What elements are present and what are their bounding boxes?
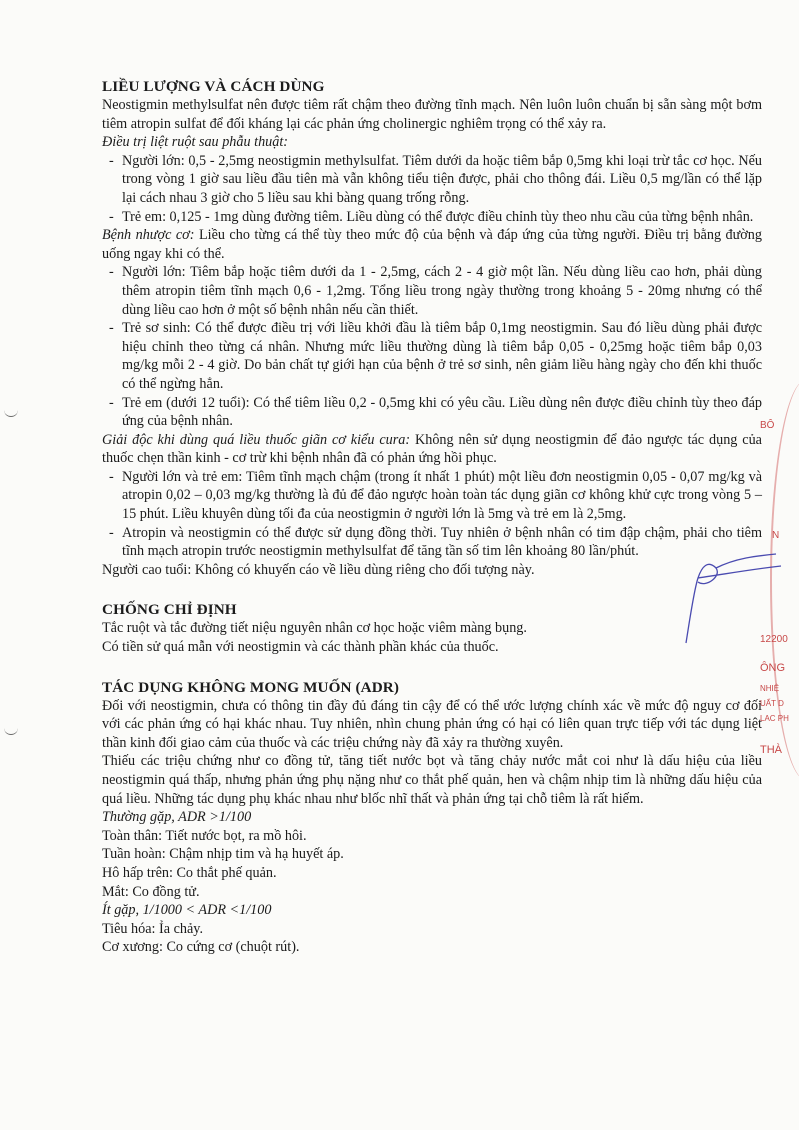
- adr-line: Mắt: Co đồng tử.: [102, 883, 200, 900]
- myasthenia-text: Liều cho từng cá thể tùy theo mức độ của bệnh và đáp ứng của từng người. Điều trị bằng đường uống ngay khi có thể.: [102, 227, 762, 262]
- stamp-text: LAC PH: [760, 714, 789, 723]
- antidote-paragraph: [102, 431, 762, 468]
- dosage-intro: Neostigmin methylsulfat nên được tiêm rất chậm theo đường tĩnh mạch. Nên luôn luôn chuẩn bị sẵn sàng một bơm tiêm atropin sulfat để đối kháng lại các phản ứng cholinergic nghiêm trọng có thể xảy ra.: [102, 97, 762, 132]
- list-item: - Atropin và neostigmin có thể được sử dụng đồng thời. Tuy nhiên ở bệnh nhân có tim đập chậm, phải cho tiêm tĩnh mạch atropin trước neostigmin methylsulfat để tăng tần số tim lên khoảng 80 lần/phút.: [102, 524, 762, 561]
- list-item: - Người lớn: 0,5 - 2,5mg neostigmin methylsulfat. Tiêm dưới da hoặc tiêm bắp 0,5mg khi loại trừ tắc cơ học. Nếu trong vòng 1 giờ sau liều đầu tiên mà vẫn không tiểu tiện được, phải cho thông đái. Liều 0,5 mg/lần có thể lặp lại cách nhau 3 giờ cho 5 liều sau khi bàng quang trống rỗng.: [102, 152, 762, 208]
- uncommon-adr-heading: Ít gặp, 1/1000 < ADR <1/100: [102, 902, 272, 919]
- list-item: - Trẻ em (dưới 12 tuổi): Có thể tiêm liều 0,2 - 0,5mg khi có yêu cầu. Liều dùng nên được điều chỉnh tùy theo đáp ứng của bệnh nhân.: [102, 394, 762, 431]
- section-title-contraindications: CHỐNG CHỈ ĐỊNH: [102, 601, 237, 619]
- contraindication-line: Có tiền sử quá mẫn với neostigmin và các thành phần khác của thuốc.: [102, 639, 499, 656]
- elderly-line: Người cao tuổi: Không có khuyến cáo về liều dùng riêng cho đối tượng này.: [102, 561, 535, 578]
- section-title-adr: TÁC DỤNG KHÔNG MONG MUỐN (ADR): [102, 678, 400, 696]
- stamp-text: NHIỆ: [760, 684, 780, 693]
- antidote-heading: Giải độc khi dùng quá liều thuốc giãn cơ kiểu cura:: [102, 431, 411, 448]
- punch-hole-mark: [4, 404, 18, 417]
- stamp-text: UẤT D: [760, 699, 784, 708]
- punch-hole-mark: [4, 722, 18, 735]
- adr-paragraph: Thiếu các triệu chứng như co đồng tử, tăng tiết nước bọt và tăng chảy nước mắt coi như là dấu hiệu của liều neostigmin quá thấp, nhưng phản ứng phụ nặng như co thắt phế quản, hen và chậm nhịp tim là những dấu hiệu của quá liều. Những tác dụng phụ khác nhau như blốc nhĩ thất và phản ứng tại chỗ tiêm là rất hiếm.: [102, 753, 762, 807]
- common-adr-heading: Thường gặp, ADR >1/100: [102, 809, 252, 826]
- ileus-list: [102, 152, 762, 226]
- list-item: - Trẻ em: 0,125 - 1mg dùng đường tiêm. Liều dùng có thể được điều chỉnh tùy theo nhu cầu của từng bệnh nhân.: [102, 208, 762, 227]
- list-item: - Người lớn: Tiêm bắp hoặc tiêm dưới da 1 - 2,5mg, cách 2 - 4 giờ một lần. Nếu dùng liều cao hơn, phải dùng thêm atropin tiêm tĩnh mạch 0,6 - 1,2mg. Tổng liều trong ngày thường trong khoảng 5 - 20mg nhưng có thể dùng liều cao hơn ở một số bệnh nhân nếu cần thiết.: [102, 263, 762, 319]
- ileus-heading: Điều trị liệt ruột sau phẫu thuật:: [102, 134, 289, 151]
- stamp-text: N: [772, 530, 780, 541]
- stamp-text: 12200: [760, 634, 788, 645]
- myasthenia-list: [102, 263, 762, 430]
- myasthenia-paragraph: [102, 226, 762, 263]
- adr-line: Tiêu hóa: Ỉa chảy.: [102, 920, 203, 937]
- stamp-text: ÔNG: [760, 662, 786, 674]
- adr-line: Cơ xương: Co cứng cơ (chuột rút).: [102, 939, 300, 956]
- section-title-dosage: LIỀU LƯỢNG VÀ CÁCH DÙNG: [102, 78, 325, 95]
- document-page: [102, 77, 762, 957]
- list-item: - Người lớn và trẻ em: Tiêm tĩnh mạch chậm (trong ít nhất 1 phút) một liều đơn neostigmin 0,05 - 0,07 mg/kg và atropin 0,02 – 0,03 mg/kg thường là đủ để đảo ngược hoàn toàn tác dụng giãn cơ không khử cực trong vòng 5 – 15 phút. Liều khuyên dùng tối đa của neostigmin ở người lớn là 5mg và trẻ em là 2,5mg.: [102, 468, 762, 524]
- antidote-list: [102, 468, 762, 561]
- antidote-text: Không nên sử dụng neostigmin để đảo ngược tác dụng của thuốc chẹn thần kinh - cơ trừ khi bệnh nhân đã có phản ứng hồi phục.: [102, 431, 762, 467]
- list-item: - Trẻ sơ sinh: Có thể được điều trị với liều khởi đầu là tiêm bắp 0,1mg neostigmin. Sau đó liều dùng phải được hiệu chỉnh theo từng cá nhân. Nhưng mức liều thường dùng là tiêm bắp 0,05 - 0,25mg hoặc tiêm bắp 0,03 mg/kg mỗi 2 - 4 giờ. Do bản chất tự giới hạn của bệnh ở trẻ sơ sinh, nên giảm liều hàng ngày cho đến khi thuốc có thể ngừng hẳn.: [102, 319, 762, 393]
- signature-stroke: [676, 548, 786, 648]
- stamp-text: BÔ: [760, 420, 775, 431]
- contraindication-line: Tắc ruột và tắc đường tiết niệu nguyên nhân cơ học hoặc viêm màng bụng.: [102, 620, 527, 637]
- adr-line: Hô hấp trên: Co thắt phế quản.: [102, 864, 277, 881]
- stamp-text: THÀ: [760, 744, 782, 756]
- adr-line: Tuần hoàn: Chậm nhịp tim và hạ huyết áp.: [102, 846, 344, 863]
- myasthenia-heading: Bệnh nhược cơ:: [102, 227, 195, 244]
- adr-paragraph: Đối với neostigmin, chưa có thông tin đầy đủ đáng tin cậy để có thể ước lượng chính xác về mức độ nguy cơ đối với các phản ứng có hại khác nhau. Tuy nhiên, nhìn chung phản ứng có hại có liên quan trực tiếp với tác dụng liệt thần kinh đối giao cảm của thuốc và các triệu chứng này đã xảy ra thường xuyên.: [102, 697, 762, 751]
- adr-line: Toàn thân: Tiết nước bọt, ra mồ hôi.: [102, 827, 307, 844]
